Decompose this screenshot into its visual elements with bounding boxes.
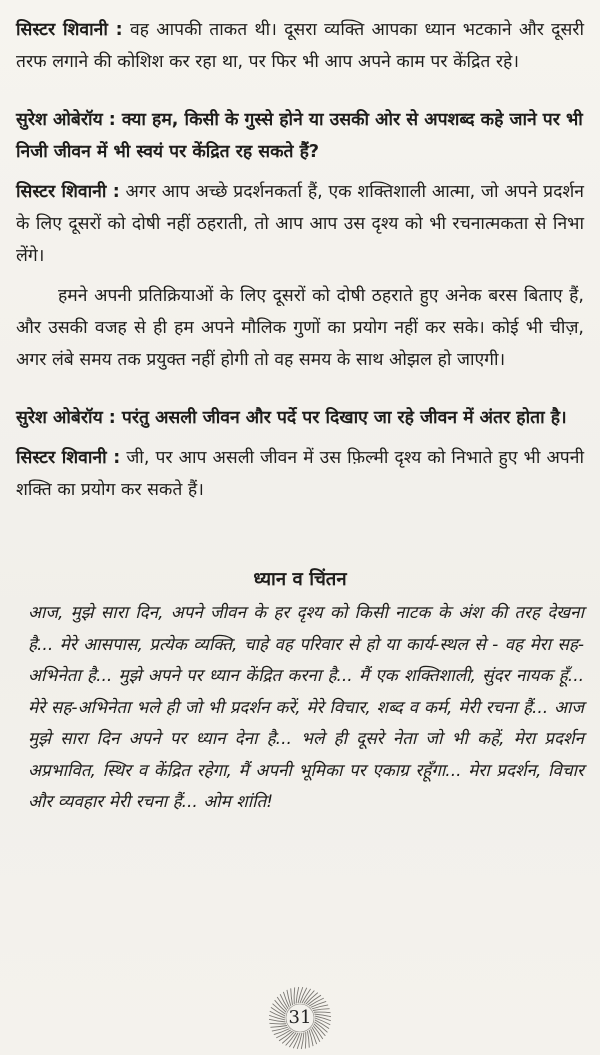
dialogue-text: अगर आप अच्छे प्रदर्शनकर्ता हैं, एक शक्तिशाली आत्मा, जो अपने प्रदर्शन के लिए दूसरों को दोषी नहीं ठहराती, तो आप आप उस दृश्य को भी रचनात्मकता से निभा लेंगे। <box>16 182 584 266</box>
dialogue-text: जी, पर आप असली जीवन में उस फ़िल्मी दृश्य को निभाते हुए भी अपनी शक्ति का प्रयोग कर सकते हैं। <box>16 448 584 500</box>
dialogue-paragraph-1 <box>16 14 584 78</box>
dialogue-paragraph-3 <box>16 442 584 506</box>
page-number: 31 <box>288 1007 312 1028</box>
sun-burst-icon <box>267 985 333 1051</box>
speaker-label: सिस्टर शिवानी : <box>16 182 120 202</box>
body-paragraph: हमने अपनी प्रतिक्रियाओं के लिए दूसरों को दोषी ठहराते हुए अनेक बरस बिताए हैं, और उसकी वजह से ही हम अपने मौलिक गुणों का प्रयोग नहीं कर सके। कोई भी चीज़, अगर लंबे समय तक प्रयुक्त नहीं होगी तो वह समय के साथ ओझल हो जाएगी। <box>16 286 584 370</box>
section-heading: ध्यान व चिंतन <box>253 569 347 590</box>
speaker-label: सिस्टर शिवानी : <box>16 448 121 468</box>
dialogue-paragraph-2 <box>16 176 584 272</box>
dialogue-text: वह आपकी ताकत थी। दूसरा व्यक्ति आपका ध्यान भटकाने और दूसरी तरफ लगाने की कोशिश कर रहा था, पर फिर भी आप अपने काम पर केंद्रित रहे। <box>16 20 584 72</box>
question-1: सुरेश ओबेरॉय : क्या हम, किसी के गुस्से होने या उसकी ओर से अपशब्द कहे जाने पर भी निजी जीवन में भी स्वयं पर केंद्रित रह सकते हैं? <box>16 110 583 162</box>
question-2: सुरेश ओबेरॉय : परंतु असली जीवन और पर्दे पर दिखाए जा रहे जीवन में अंतर होता है। <box>16 408 567 428</box>
page-footer <box>0 985 600 1055</box>
speaker-label: सिस्टर शिवानी : <box>16 20 123 40</box>
meditation-text: आज, मुझे सारा दिन, अपने जीवन के हर दृश्य को किसी नाटक के अंश की तरह देखना है... मेरे आसपास, प्रत्येक व्यक्ति, चाहे वह परिवार से हो या कार्य-स्थल से - वह मेरा सह-अभिनेता है... मुझे अपने पर ध्यान केंद्रित करना है... मैं एक शक्तिशाली, सुंदर नायक हूँ... मेरे सह-अभिनेता भले ही जो भी प्रदर्शन करें, मेरे विचार, शब्द व कर्म, मेरी रचना हैं... आज मुझे सारा दिन अपने पर ध्यान देना है... भले ही दूसरे नेता जो भी कहें, मेरा प्रदर्शन अप्रभावित, स्थिर व केंद्रित रहेगा, मैं अपनी भूमिका पर एकाग्र रहूँगा... मेरा प्रदर्शन, विचार और व्यवहार मेरी रचना हैं... ओम शांति! <box>28 603 584 812</box>
